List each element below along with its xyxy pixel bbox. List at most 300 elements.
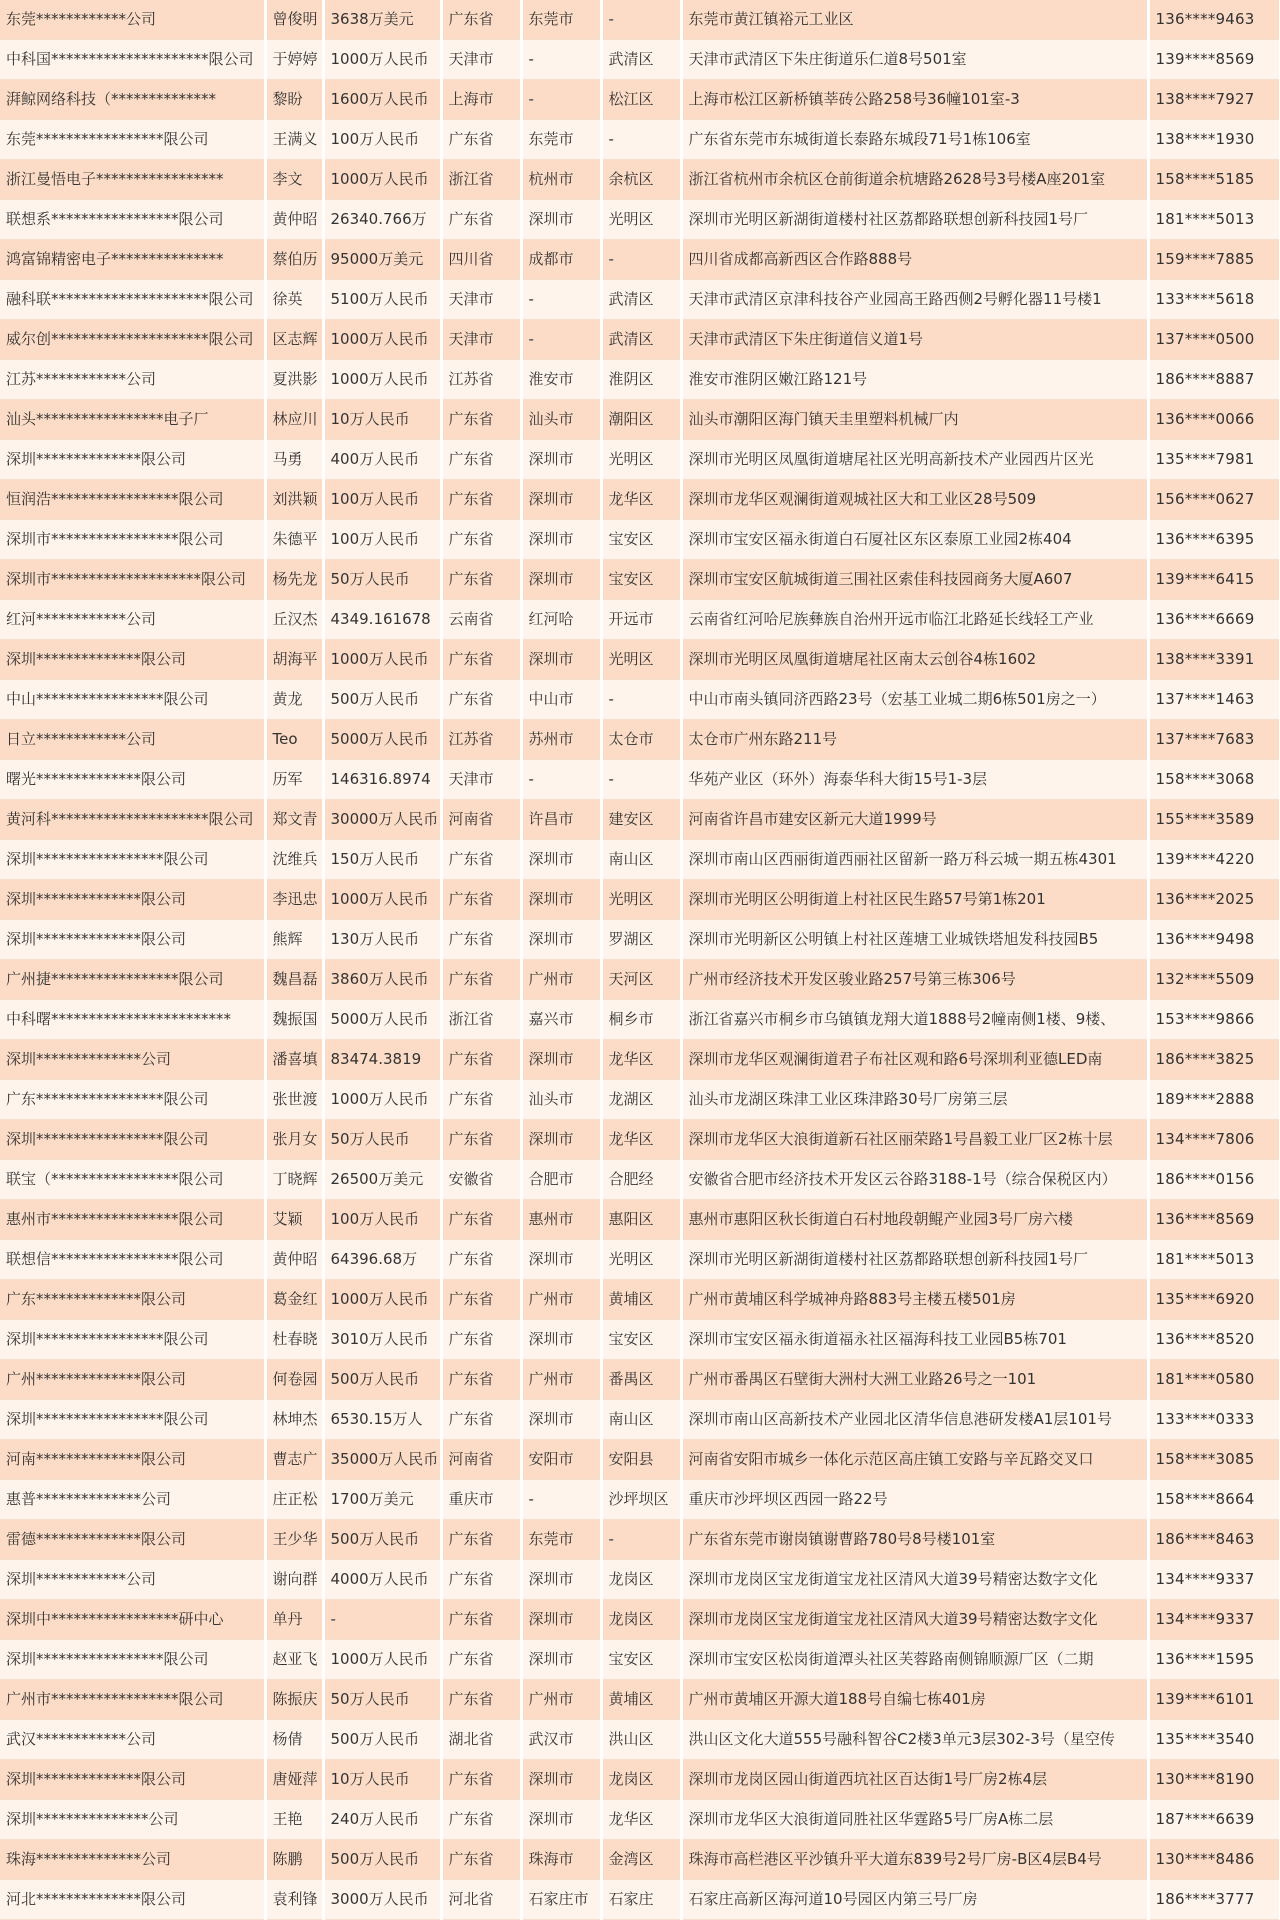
- legal-rep-cell: 陈振庆: [265, 1680, 323, 1720]
- company-name-cell: 深圳市********************限公司: [0, 560, 265, 600]
- address-cell: 深圳市光明区凤凰街道塘尾社区南太云创谷4栋1602: [681, 640, 1148, 680]
- registered-capital-cell: 4349.161678: [323, 600, 441, 640]
- registered-capital-cell: 400万人民币: [323, 440, 441, 480]
- phone-cell: 136****9463: [1148, 0, 1280, 40]
- registered-capital-cell: 1000万人民币: [323, 640, 441, 680]
- legal-rep-cell: 魏昌磊: [265, 960, 323, 1000]
- company-name-cell: 日立************公司: [0, 720, 265, 760]
- registered-capital-cell: 5000万人民币: [323, 720, 441, 760]
- company-name-cell: 武汉************公司: [0, 1720, 265, 1760]
- table-row: [0, 560, 1280, 600]
- legal-rep-cell: 杨倩: [265, 1720, 323, 1760]
- table-row: [0, 520, 1280, 560]
- company-name-cell: 联宝（*****************限公司: [0, 1160, 265, 1200]
- phone-cell: 136****8520: [1148, 1320, 1280, 1360]
- province-cell: 河南省: [441, 1440, 521, 1480]
- company-name-cell: 深圳************公司: [0, 1560, 265, 1600]
- city-cell: 惠州市: [521, 1200, 601, 1240]
- province-cell: 广东省: [441, 960, 521, 1000]
- city-cell: 深圳市: [521, 1760, 601, 1800]
- registered-capital-cell: 50万人民币: [323, 1120, 441, 1160]
- table-row: [0, 1720, 1280, 1760]
- registered-capital-cell: 3000万人民币: [323, 1880, 441, 1920]
- table-row: [0, 920, 1280, 960]
- address-cell: 深圳市龙岗区宝龙街道宝龙社区清风大道39号精密达数字文化: [681, 1560, 1148, 1600]
- legal-rep-cell: 唐娅萍: [265, 1760, 323, 1800]
- district-cell: 安阳县: [601, 1440, 681, 1480]
- phone-cell: 136****6669: [1148, 600, 1280, 640]
- phone-cell: 136****1595: [1148, 1640, 1280, 1680]
- table-row: [0, 640, 1280, 680]
- company-name-cell: 联想信*****************限公司: [0, 1240, 265, 1280]
- company-name-cell: 深圳*****************限公司: [0, 1400, 265, 1440]
- address-cell: 安徽省合肥市经济技术开发区云谷路3188-1号（综合保税区内）: [681, 1160, 1148, 1200]
- phone-cell: 137****7683: [1148, 720, 1280, 760]
- company-name-cell: 恒润浩*****************限公司: [0, 480, 265, 520]
- address-cell: 深圳市南山区西丽街道西丽社区留新一路万科云城一期五栋4301: [681, 840, 1148, 880]
- address-cell: 天津市武清区京津科技谷产业园高王路西侧2号孵化器11号楼1: [681, 280, 1148, 320]
- city-cell: 深圳市: [521, 880, 601, 920]
- province-cell: 云南省: [441, 600, 521, 640]
- registered-capital-cell: 1000万人民币: [323, 40, 441, 80]
- legal-rep-cell: 赵亚飞: [265, 1640, 323, 1680]
- district-cell: -: [601, 0, 681, 40]
- city-cell: 嘉兴市: [521, 1000, 601, 1040]
- legal-rep-cell: 杜春晓: [265, 1320, 323, 1360]
- table-row: [0, 1840, 1280, 1880]
- company-name-cell: 曙光**************限公司: [0, 760, 265, 800]
- address-cell: 淮安市淮阴区嫩江路121号: [681, 360, 1148, 400]
- province-cell: 重庆市: [441, 1480, 521, 1520]
- registered-capital-cell: 3010万人民币: [323, 1320, 441, 1360]
- table-row: [0, 1280, 1280, 1320]
- company-name-cell: 广州捷*****************限公司: [0, 960, 265, 1000]
- district-cell: -: [601, 760, 681, 800]
- phone-cell: 139****6101: [1148, 1680, 1280, 1720]
- legal-rep-cell: 历军: [265, 760, 323, 800]
- province-cell: 广东省: [441, 1800, 521, 1840]
- registered-capital-cell: 50万人民币: [323, 560, 441, 600]
- district-cell: 沙坪坝区: [601, 1480, 681, 1520]
- district-cell: 宝安区: [601, 560, 681, 600]
- legal-rep-cell: 何卷园: [265, 1360, 323, 1400]
- registered-capital-cell: 1000万人民币: [323, 1080, 441, 1120]
- table-row: [0, 1560, 1280, 1600]
- city-cell: 深圳市: [521, 1640, 601, 1680]
- address-cell: 天津市武清区下朱庄街道信义道1号: [681, 320, 1148, 360]
- phone-cell: 139****6415: [1148, 560, 1280, 600]
- company-name-cell: 广东*****************限公司: [0, 1080, 265, 1120]
- legal-rep-cell: 沈维兵: [265, 840, 323, 880]
- province-cell: 湖北省: [441, 1720, 521, 1760]
- registered-capital-cell: 83474.3819: [323, 1040, 441, 1080]
- legal-rep-cell: 蔡伯历: [265, 240, 323, 280]
- legal-rep-cell: Teo: [265, 720, 323, 760]
- district-cell: -: [601, 120, 681, 160]
- table-row: [0, 680, 1280, 720]
- company-name-cell: 东莞************公司: [0, 0, 265, 40]
- company-name-cell: 威尔创*********************限公司: [0, 320, 265, 360]
- legal-rep-cell: 杨先龙: [265, 560, 323, 600]
- address-cell: 深圳市光明区凤凰街道塘尾社区光明高新技术产业园西片区光: [681, 440, 1148, 480]
- company-name-cell: 汕头*****************电子厂: [0, 400, 265, 440]
- district-cell: 光明区: [601, 1240, 681, 1280]
- registered-capital-cell: 3638万美元: [323, 0, 441, 40]
- province-cell: 广东省: [441, 200, 521, 240]
- city-cell: -: [521, 80, 601, 120]
- city-cell: 深圳市: [521, 1040, 601, 1080]
- address-cell: 深圳市光明新区公明镇上村社区莲塘工业城铁塔旭发科技园B5: [681, 920, 1148, 960]
- table-row: [0, 960, 1280, 1000]
- province-cell: 天津市: [441, 760, 521, 800]
- phone-cell: 187****6639: [1148, 1800, 1280, 1840]
- phone-cell: 186****3777: [1148, 1880, 1280, 1920]
- company-name-cell: 深圳中*****************研中心: [0, 1600, 265, 1640]
- district-cell: 合肥经: [601, 1160, 681, 1200]
- legal-rep-cell: 黄仲昭: [265, 1240, 323, 1280]
- company-name-cell: 湃鲸网络科技（**************: [0, 80, 265, 120]
- address-cell: 浙江省嘉兴市桐乡市乌镇镇龙翔大道1888号2幢南侧1楼、9楼、: [681, 1000, 1148, 1040]
- city-cell: -: [521, 320, 601, 360]
- province-cell: 浙江省: [441, 1000, 521, 1040]
- table-row: [0, 1760, 1280, 1800]
- company-name-cell: 深圳**************限公司: [0, 880, 265, 920]
- legal-rep-cell: 单丹: [265, 1600, 323, 1640]
- table-row: [0, 600, 1280, 640]
- address-cell: 四川省成都高新西区合作路888号: [681, 240, 1148, 280]
- city-cell: 深圳市: [521, 1120, 601, 1160]
- city-cell: 深圳市: [521, 560, 601, 600]
- legal-rep-cell: 林坤杰: [265, 1400, 323, 1440]
- registered-capital-cell: 1700万美元: [323, 1480, 441, 1520]
- district-cell: 光明区: [601, 880, 681, 920]
- legal-rep-cell: 葛金红: [265, 1280, 323, 1320]
- registered-capital-cell: 1000万人民币: [323, 1640, 441, 1680]
- table-row: [0, 440, 1280, 480]
- phone-cell: 186****0156: [1148, 1160, 1280, 1200]
- registered-capital-cell: 30000万人民币: [323, 800, 441, 840]
- table-row: [0, 480, 1280, 520]
- table-row: [0, 880, 1280, 920]
- table-row: [0, 1040, 1280, 1080]
- legal-rep-cell: 张月女: [265, 1120, 323, 1160]
- legal-rep-cell: 于婷婷: [265, 40, 323, 80]
- city-cell: 广州市: [521, 1680, 601, 1720]
- table-row: [0, 1200, 1280, 1240]
- phone-cell: 133****5618: [1148, 280, 1280, 320]
- company-name-cell: 深圳**************限公司: [0, 920, 265, 960]
- province-cell: 广东省: [441, 1240, 521, 1280]
- city-cell: 深圳市: [521, 200, 601, 240]
- registered-capital-cell: 500万人民币: [323, 1360, 441, 1400]
- phone-cell: 138****1930: [1148, 120, 1280, 160]
- company-name-cell: 深圳**************限公司: [0, 440, 265, 480]
- address-cell: 深圳市宝安区航城街道三围社区索佳科技园商务大厦A607: [681, 560, 1148, 600]
- phone-cell: 158****3068: [1148, 760, 1280, 800]
- table-row: [0, 1000, 1280, 1040]
- registered-capital-cell: 1600万人民币: [323, 80, 441, 120]
- registered-capital-cell: 10万人民币: [323, 400, 441, 440]
- table-row: [0, 1640, 1280, 1680]
- company-name-cell: 深圳**************限公司: [0, 1760, 265, 1800]
- province-cell: 广东省: [441, 1080, 521, 1120]
- city-cell: 深圳市: [521, 1320, 601, 1360]
- registered-capital-cell: 95000万美元: [323, 240, 441, 280]
- phone-cell: 158****3085: [1148, 1440, 1280, 1480]
- city-cell: 合肥市: [521, 1160, 601, 1200]
- phone-cell: 136****9498: [1148, 920, 1280, 960]
- phone-cell: 134****7806: [1148, 1120, 1280, 1160]
- province-cell: 安徽省: [441, 1160, 521, 1200]
- registered-capital-cell: 5100万人民币: [323, 280, 441, 320]
- address-cell: 深圳市龙岗区宝龙街道宝龙社区清风大道39号精密达数字文化: [681, 1600, 1148, 1640]
- phone-cell: 137****1463: [1148, 680, 1280, 720]
- city-cell: 深圳市: [521, 520, 601, 560]
- address-cell: 深圳市宝安区福永街道福永社区福海科技工业园B5栋701: [681, 1320, 1148, 1360]
- district-cell: 宝安区: [601, 1640, 681, 1680]
- table-row: [0, 1160, 1280, 1200]
- phone-cell: 136****6395: [1148, 520, 1280, 560]
- company-name-cell: 深圳*****************限公司: [0, 1320, 265, 1360]
- legal-rep-cell: 王少华: [265, 1520, 323, 1560]
- province-cell: 广东省: [441, 1200, 521, 1240]
- district-cell: 金湾区: [601, 1840, 681, 1880]
- city-cell: 深圳市: [521, 1240, 601, 1280]
- company-name-cell: 中山*****************限公司: [0, 680, 265, 720]
- legal-rep-cell: 丘汉杰: [265, 600, 323, 640]
- city-cell: 深圳市: [521, 840, 601, 880]
- province-cell: 广东省: [441, 480, 521, 520]
- address-cell: 深圳市宝安区福永街道白石厦社区东区泰原工业园2栋404: [681, 520, 1148, 560]
- address-cell: 浙江省杭州市余杭区仓前街道余杭塘路2628号3号楼A座201室: [681, 160, 1148, 200]
- phone-cell: 181****0580: [1148, 1360, 1280, 1400]
- legal-rep-cell: 王满义: [265, 120, 323, 160]
- district-cell: 龙岗区: [601, 1760, 681, 1800]
- province-cell: 广东省: [441, 840, 521, 880]
- district-cell: 桐乡市: [601, 1000, 681, 1040]
- legal-rep-cell: 黄龙: [265, 680, 323, 720]
- address-cell: 广州市番禺区石壁街大洲村大洲工业路26号之一101: [681, 1360, 1148, 1400]
- district-cell: 龙华区: [601, 480, 681, 520]
- registered-capital-cell: 1000万人民币: [323, 160, 441, 200]
- province-cell: 广东省: [441, 640, 521, 680]
- province-cell: 广东省: [441, 1640, 521, 1680]
- registered-capital-cell: 1000万人民币: [323, 320, 441, 360]
- phone-cell: 139****8569: [1148, 40, 1280, 80]
- registered-capital-cell: 4000万人民币: [323, 1560, 441, 1600]
- province-cell: 广东省: [441, 0, 521, 40]
- table-row: [0, 1440, 1280, 1480]
- district-cell: 松江区: [601, 80, 681, 120]
- phone-cell: 189****2888: [1148, 1080, 1280, 1120]
- company-name-cell: 河北**************限公司: [0, 1880, 265, 1920]
- city-cell: 深圳市: [521, 480, 601, 520]
- phone-cell: 136****0066: [1148, 400, 1280, 440]
- table-row: [0, 1120, 1280, 1160]
- registered-capital-cell: 240万人民币: [323, 1800, 441, 1840]
- legal-rep-cell: 潘喜填: [265, 1040, 323, 1080]
- city-cell: 红河哈: [521, 600, 601, 640]
- company-name-cell: 河南**************限公司: [0, 1440, 265, 1480]
- district-cell: -: [601, 1520, 681, 1560]
- company-name-cell: 深圳**************公司: [0, 1040, 265, 1080]
- address-cell: 中山市南头镇同济西路23号（宏基工业城二期6栋501房之一）: [681, 680, 1148, 720]
- district-cell: 武清区: [601, 280, 681, 320]
- registered-capital-cell: 26500万美元: [323, 1160, 441, 1200]
- phone-cell: 130****8486: [1148, 1840, 1280, 1880]
- phone-cell: 159****7885: [1148, 240, 1280, 280]
- phone-cell: 133****0333: [1148, 1400, 1280, 1440]
- registered-capital-cell: 6530.15万人: [323, 1400, 441, 1440]
- district-cell: 建安区: [601, 800, 681, 840]
- address-cell: 东莞市黄江镇裕元工业区: [681, 0, 1148, 40]
- district-cell: 洪山区: [601, 1720, 681, 1760]
- company-name-cell: 东莞*****************限公司: [0, 120, 265, 160]
- address-cell: 重庆市沙坪坝区西园一路22号: [681, 1480, 1148, 1520]
- city-cell: 广州市: [521, 1280, 601, 1320]
- legal-rep-cell: 谢向群: [265, 1560, 323, 1600]
- district-cell: 惠阳区: [601, 1200, 681, 1240]
- province-cell: 广东省: [441, 520, 521, 560]
- district-cell: 开远市: [601, 600, 681, 640]
- district-cell: 龙华区: [601, 1800, 681, 1840]
- phone-cell: 137****0500: [1148, 320, 1280, 360]
- city-cell: 深圳市: [521, 1800, 601, 1840]
- legal-rep-cell: 陈鹏: [265, 1840, 323, 1880]
- address-cell: 汕头市龙湖区珠津工业区珠津路30号厂房第三层: [681, 1080, 1148, 1120]
- address-cell: 洪山区文化大道555号融科智谷C2楼3单元3层302-3号（星空传: [681, 1720, 1148, 1760]
- table-row: [0, 120, 1280, 160]
- legal-rep-cell: 艾颖: [265, 1200, 323, 1240]
- city-cell: 汕头市: [521, 400, 601, 440]
- address-cell: 深圳市龙华区观澜街道君子布社区观和路6号深圳利亚德LED南: [681, 1040, 1148, 1080]
- province-cell: 广东省: [441, 1280, 521, 1320]
- city-cell: 东莞市: [521, 0, 601, 40]
- province-cell: 广东省: [441, 680, 521, 720]
- address-cell: 广东省东莞市东城街道长泰路东城段71号1栋106室: [681, 120, 1148, 160]
- district-cell: 南山区: [601, 1400, 681, 1440]
- company-name-cell: 红河************公司: [0, 600, 265, 640]
- district-cell: -: [601, 680, 681, 720]
- legal-rep-cell: 王艳: [265, 1800, 323, 1840]
- province-cell: 天津市: [441, 280, 521, 320]
- legal-rep-cell: 林应川: [265, 400, 323, 440]
- table-row: [0, 1520, 1280, 1560]
- address-cell: 广州市经济技术开发区骏业路257号第三栋306号: [681, 960, 1148, 1000]
- city-cell: 成都市: [521, 240, 601, 280]
- phone-cell: 136****8569: [1148, 1200, 1280, 1240]
- registered-capital-cell: 130万人民币: [323, 920, 441, 960]
- company-name-cell: 雷德**************限公司: [0, 1520, 265, 1560]
- address-cell: 云南省红河哈尼族彝族自治州开远市临江北路延长线轻工产业: [681, 600, 1148, 640]
- phone-cell: 135****3540: [1148, 1720, 1280, 1760]
- province-cell: 广东省: [441, 1760, 521, 1800]
- phone-cell: 138****7927: [1148, 80, 1280, 120]
- district-cell: 龙岗区: [601, 1600, 681, 1640]
- address-cell: 深圳市龙岗区园山街道西坑社区百达街1号厂房2栋4层: [681, 1760, 1148, 1800]
- registered-capital-cell: 1000万人民币: [323, 880, 441, 920]
- address-cell: 深圳市光明区公明街道上村社区民生路57号第1栋201: [681, 880, 1148, 920]
- table-row: [0, 200, 1280, 240]
- address-cell: 广州市黄埔区科学城神舟路883号主楼五楼501房: [681, 1280, 1148, 1320]
- company-name-cell: 联想系*****************限公司: [0, 200, 265, 240]
- province-cell: 广东省: [441, 400, 521, 440]
- city-cell: 深圳市: [521, 640, 601, 680]
- table-row: [0, 40, 1280, 80]
- registered-capital-cell: 100万人民币: [323, 1200, 441, 1240]
- legal-rep-cell: 李文: [265, 160, 323, 200]
- registered-capital-cell: 500万人民币: [323, 1840, 441, 1880]
- province-cell: 广东省: [441, 1320, 521, 1360]
- table-row: [0, 1600, 1280, 1640]
- table-row: [0, 160, 1280, 200]
- table-row: [0, 240, 1280, 280]
- legal-rep-cell: 丁晓辉: [265, 1160, 323, 1200]
- table-row: [0, 1360, 1280, 1400]
- phone-cell: 139****4220: [1148, 840, 1280, 880]
- table-row: [0, 720, 1280, 760]
- district-cell: 余杭区: [601, 160, 681, 200]
- district-cell: 罗湖区: [601, 920, 681, 960]
- city-cell: 深圳市: [521, 1600, 601, 1640]
- district-cell: 武清区: [601, 320, 681, 360]
- province-cell: 广东省: [441, 880, 521, 920]
- table-row: [0, 1880, 1280, 1920]
- city-cell: 武汉市: [521, 1720, 601, 1760]
- registered-capital-cell: 500万人民币: [323, 1720, 441, 1760]
- phone-cell: 134****9337: [1148, 1600, 1280, 1640]
- address-cell: 天津市武清区下朱庄街道乐仁道8号501室: [681, 40, 1148, 80]
- company-name-cell: 深圳*****************限公司: [0, 1640, 265, 1680]
- district-cell: 龙华区: [601, 1040, 681, 1080]
- legal-rep-cell: 黄仲昭: [265, 200, 323, 240]
- company-name-cell: 深圳*****************限公司: [0, 1120, 265, 1160]
- province-cell: 浙江省: [441, 160, 521, 200]
- legal-rep-cell: 刘洪颖: [265, 480, 323, 520]
- company-name-cell: 广东**************限公司: [0, 1280, 265, 1320]
- table-row: [0, 1320, 1280, 1360]
- address-cell: 深圳市光明区新湖街道楼村社区荔都路联想创新科技园1号厂: [681, 1240, 1148, 1280]
- legal-rep-cell: 庄正松: [265, 1480, 323, 1520]
- province-cell: 广东省: [441, 1840, 521, 1880]
- province-cell: 广东省: [441, 1600, 521, 1640]
- company-name-cell: 珠海**************公司: [0, 1840, 265, 1880]
- district-cell: 黄埔区: [601, 1280, 681, 1320]
- company-name-cell: 深圳*****************限公司: [0, 840, 265, 880]
- city-cell: 苏州市: [521, 720, 601, 760]
- city-cell: 东莞市: [521, 1520, 601, 1560]
- company-name-cell: 浙江曼悟电子*****************: [0, 160, 265, 200]
- district-cell: 石家庄: [601, 1880, 681, 1920]
- table-row: [0, 1480, 1280, 1520]
- registered-capital-cell: 500万人民币: [323, 1520, 441, 1560]
- phone-cell: 181****5013: [1148, 1240, 1280, 1280]
- registered-capital-cell: 35000万人民币: [323, 1440, 441, 1480]
- legal-rep-cell: 区志辉: [265, 320, 323, 360]
- province-cell: 天津市: [441, 320, 521, 360]
- registered-capital-cell: 100万人民币: [323, 480, 441, 520]
- province-cell: 广东省: [441, 440, 521, 480]
- legal-rep-cell: 徐英: [265, 280, 323, 320]
- phone-cell: 156****0627: [1148, 480, 1280, 520]
- registered-capital-cell: 3860万人民币: [323, 960, 441, 1000]
- registered-capital-cell: 1000万人民币: [323, 1280, 441, 1320]
- legal-rep-cell: 熊辉: [265, 920, 323, 960]
- province-cell: 上海市: [441, 80, 521, 120]
- address-cell: 珠海市高栏港区平沙镇升平大道东839号2号厂房-B区4层B4号: [681, 1840, 1148, 1880]
- city-cell: 汕头市: [521, 1080, 601, 1120]
- city-cell: 广州市: [521, 960, 601, 1000]
